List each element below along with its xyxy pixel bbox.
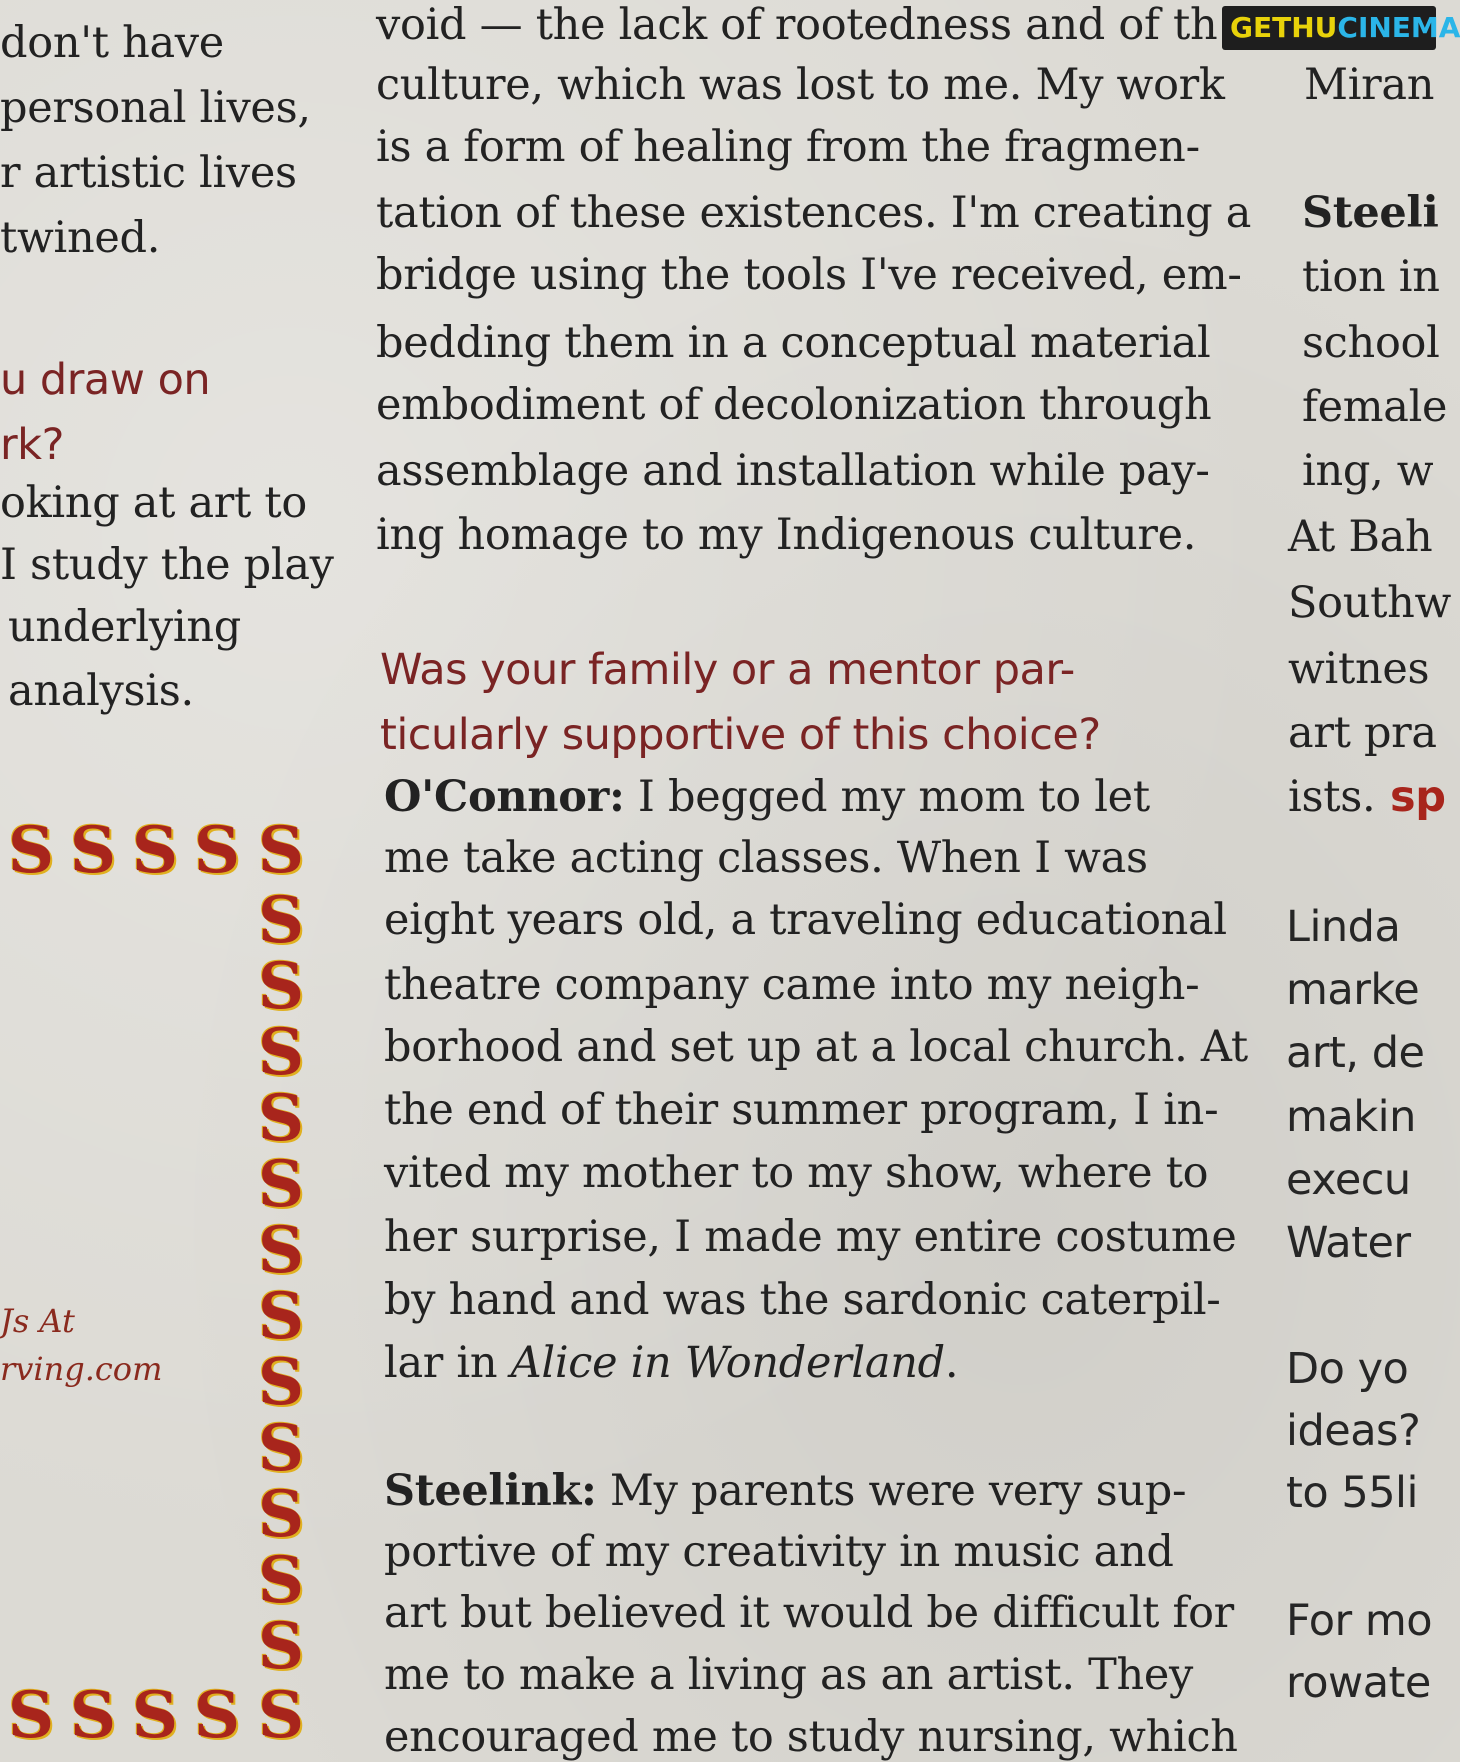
steelink-answer-first-line [384, 1466, 1186, 1516]
decorative-s-glyph: S [257, 1213, 305, 1288]
decorative-s-glyph: S [257, 1279, 305, 1354]
article-text-line: theatre company came into my neigh- [384, 960, 1200, 1010]
left-answer-line: I study the play [0, 540, 334, 590]
speaker-oconnor: O'Connor: [384, 772, 625, 822]
article-text-line: assemblage and installation while pay- [376, 446, 1210, 496]
decorative-s-glyph: S [257, 883, 305, 958]
article-text-line: vited my mother to my show, where to [384, 1148, 1209, 1198]
right-text-line: school [1302, 318, 1440, 368]
right-text-line: Steeli [1302, 188, 1439, 238]
article-text-line: encouraged me to study nursing, which [384, 1712, 1238, 1762]
decorative-s-glyph: S [193, 1678, 241, 1753]
speaker-steelink: Steelink: [384, 1466, 597, 1516]
left-text-line: personal lives, [0, 83, 311, 133]
decorative-s-glyph: S [257, 1015, 305, 1090]
article-text-line: bridge using the tools I've received, em- [376, 250, 1242, 300]
decorative-s-glyph: S [257, 1081, 305, 1156]
decorative-s-glyph: S [257, 1543, 305, 1618]
right-text-line: For mo [1286, 1596, 1433, 1646]
decorative-s-glyph: S [257, 813, 305, 888]
article-text-line: culture, which was lost to me. My work [376, 60, 1225, 110]
photo-credit-line: Js At [0, 1302, 75, 1340]
right-text-line: Water [1286, 1218, 1411, 1268]
decorative-s-glyph: S [257, 1411, 305, 1486]
right-text-line: At Bah [1288, 512, 1433, 562]
decorative-s-glyph: S [193, 813, 241, 888]
right-text-line: marke [1286, 965, 1420, 1015]
left-text-line: don't have [0, 18, 224, 68]
answer-text: My parents were very sup- [596, 1466, 1187, 1516]
left-text-line: twined. [0, 213, 161, 263]
right-text-line: Linda [1286, 902, 1401, 952]
right-column [1286, 0, 1452, 1762]
left-question-line: rk? [0, 420, 64, 470]
decorative-s-glyph: S [131, 1678, 179, 1753]
left-answer-line: underlying [8, 602, 241, 652]
right-text-line: Miran [1304, 60, 1435, 110]
article-text-line: me to make a living as an artist. They [384, 1650, 1194, 1700]
decorative-s-glyph: S [7, 1678, 55, 1753]
article-text-line [384, 1338, 958, 1388]
interview-question-line: ticularly supportive of this choice? [380, 710, 1101, 760]
article-text-line: her surprise, I made my entire costume [384, 1212, 1237, 1262]
article-text-line: borhood and set up at a local church. At [384, 1022, 1248, 1072]
answer-text: . [944, 1338, 959, 1388]
decorative-s-glyph: S [131, 813, 179, 888]
left-question-line: u draw on [0, 355, 211, 405]
article-text-line: is a form of healing from the fragmen- [376, 122, 1200, 172]
right-text-line: ists. sp [1288, 772, 1446, 822]
right-text-line: witnes [1288, 644, 1430, 694]
decorative-s-glyph: S [257, 1609, 305, 1684]
right-text-line: art pra [1288, 708, 1437, 758]
article-text-line: art but believed it would be difficult for [384, 1588, 1234, 1638]
article-text-line: the end of their summer program, I in- [384, 1085, 1219, 1135]
interview-question-line: Was your family or a mentor par- [380, 645, 1075, 695]
decorative-s-glyph: S [7, 813, 55, 888]
gethucinema-logo: GETHUCINEMA [1222, 6, 1436, 50]
right-text-line: ideas? [1286, 1406, 1421, 1456]
decorative-s-glyph: S [257, 1678, 305, 1753]
right-text-line: art, de [1286, 1028, 1425, 1078]
decorative-s-glyph: S [257, 1477, 305, 1552]
article-text-line: void — the lack of rootedness and of th [376, 0, 1218, 50]
oconnor-answer-first-line [384, 772, 1150, 822]
right-text-line: to 55li [1286, 1468, 1418, 1518]
article-text-line: portive of my creativity in music and [384, 1527, 1174, 1577]
article-text-line: by hand and was the sardonic caterpil- [384, 1275, 1221, 1325]
left-text-line: r artistic lives [0, 148, 297, 198]
article-text-line: eight years old, a traveling educational [384, 895, 1227, 945]
article-text-line: bedding them in a conceptual material [376, 318, 1211, 368]
article-text-line: ing homage to my Indigenous culture. [376, 510, 1197, 560]
right-text-line: ing, w [1302, 446, 1434, 496]
right-text-line: tion in [1302, 252, 1440, 302]
right-text-line: rowate [1286, 1658, 1431, 1708]
article-text-line: me take acting classes. When I was [384, 833, 1148, 883]
decorative-s-glyph: S [69, 1678, 117, 1753]
work-title: Alice in Wonderland [510, 1338, 945, 1388]
article-text-line: tation of these existences. I'm creating a [376, 188, 1252, 238]
decorative-s-glyph: S [69, 813, 117, 888]
decorative-s-glyph: S [257, 1147, 305, 1222]
answer-text: I begged my mom to let [624, 772, 1150, 822]
decorative-s-glyph: S [257, 949, 305, 1024]
right-text-line: Do yo [1286, 1344, 1409, 1394]
photo-credit-line: rving.com [0, 1350, 163, 1388]
right-text-line: female [1302, 382, 1448, 432]
answer-text: lar in [384, 1338, 511, 1388]
left-answer-line: oking at art to [0, 478, 307, 528]
right-red-tail: sp [1375, 772, 1446, 822]
article-text-line: embodiment of decolonization through [376, 380, 1212, 430]
right-text-line: execu [1286, 1155, 1411, 1205]
right-text-line: Southw [1288, 578, 1452, 628]
left-answer-line: analysis. [8, 666, 194, 716]
decorative-s-glyph: S [257, 1345, 305, 1420]
right-text-line: makin [1286, 1092, 1416, 1142]
